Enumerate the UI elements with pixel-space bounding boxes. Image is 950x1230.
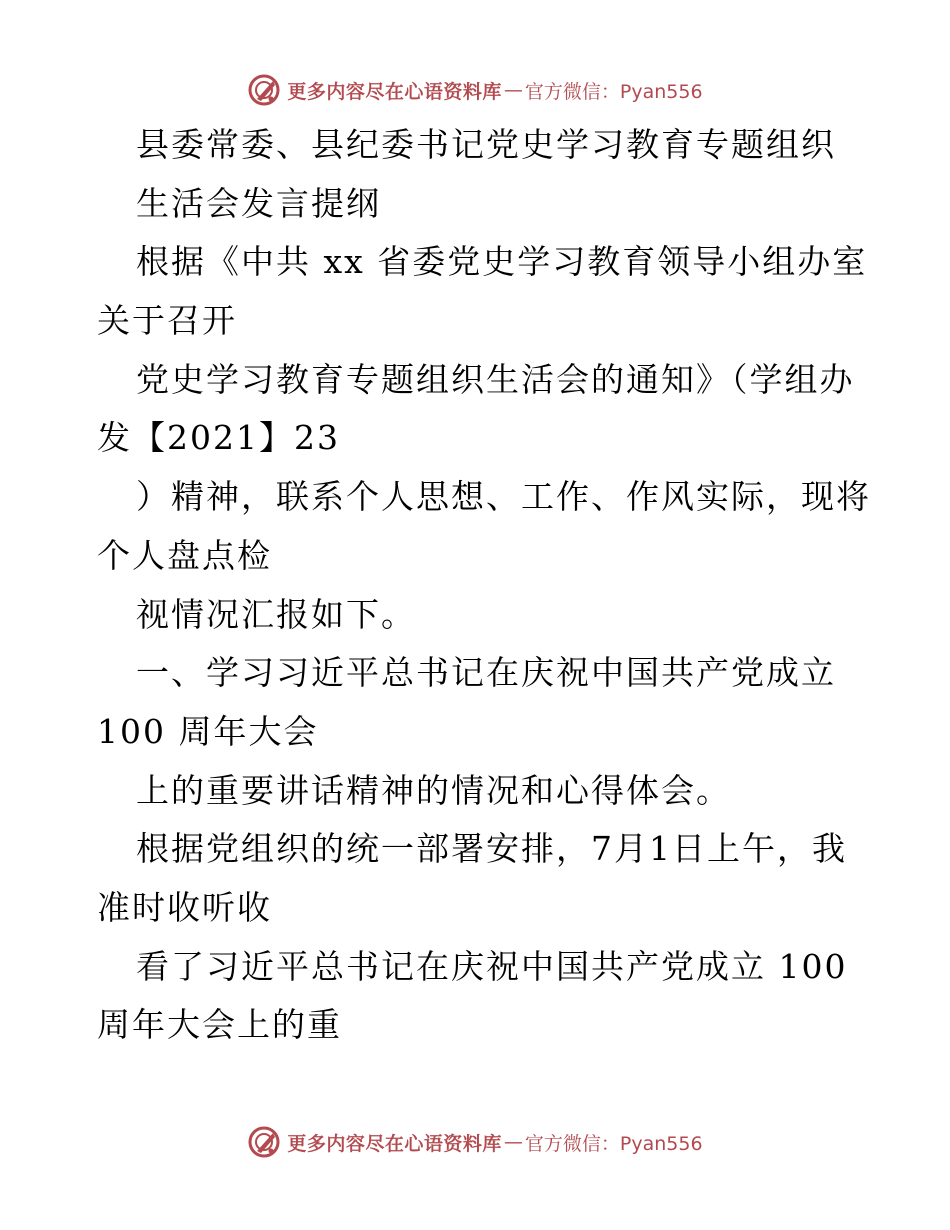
- text-line: 准时收听收: [97, 887, 272, 927]
- text-line: 周年大会上的重: [97, 1005, 342, 1045]
- watermark-dash: —: [503, 79, 523, 101]
- text-line: ）精神，联系个人思想、工作、作风实际，现将: [136, 477, 871, 517]
- text-line: 关于召开: [97, 301, 237, 341]
- text-line: 一、学习习近平总书记在庆祝中国共产党成立: [136, 653, 836, 693]
- text-line: 视情况汇报如下。: [136, 594, 416, 634]
- watermark-site-text: 更多内容尽在心语资料库: [287, 1132, 502, 1155]
- text-line: 党史学习教育专题组织生活会的通知》（学组办: [136, 359, 855, 399]
- watermark-site-text: 更多内容尽在心语资料库: [287, 80, 502, 103]
- watermark-contact-text: 官方微信：Pyan556: [524, 80, 703, 103]
- seal-logo-icon: [247, 73, 281, 107]
- watermark-dash: —: [503, 1131, 523, 1153]
- watermark-contact-text: 官方微信：Pyan556: [524, 1132, 703, 1155]
- seal-logo-icon: [247, 1125, 281, 1159]
- text-line: 个人盘点检: [97, 535, 272, 575]
- text-line: 根据党组织的统一部署安排，7月1日上午，我: [136, 829, 847, 869]
- text-line: 发【2021】23: [97, 418, 340, 458]
- document-body: [97, 116, 877, 1055]
- text-line: 根据《中共 xx 省委党史学习教育领导小组办室: [136, 242, 868, 282]
- text-line: 县委常委、县纪委书记党史学习教育专题组织: [136, 125, 836, 164]
- header-watermark: [0, 70, 950, 110]
- text-line: 100 周年大会: [97, 711, 319, 751]
- text-line: 上的重要讲话精神的情况和心得体会。: [136, 770, 731, 810]
- text-line: 生活会发言提纲: [136, 183, 381, 223]
- footer-watermark: [0, 1122, 950, 1162]
- text-line: 看了习近平总书记在庆祝中国共产党成立 100: [136, 946, 848, 986]
